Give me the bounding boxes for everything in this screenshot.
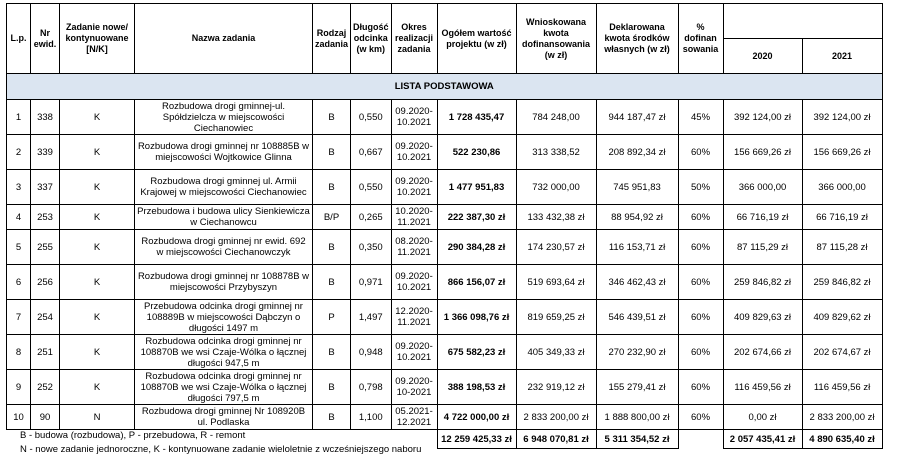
row-nazwa: Rozbudowa drogi gminnej nr 108878B w miejscowości Przybyszyn (135, 265, 313, 300)
row-nazwa: Przebudowa i budowa ulicy Sienkiewicza w Ciechanowcu (135, 205, 313, 230)
table-row (7, 265, 883, 300)
row-typ: K (60, 135, 135, 170)
legend-line-2: N - nowe zadanie jednoroczne, K - kontynuowane zadanie wieloletnie z wcześniejszego naboru (20, 444, 422, 455)
row-2021: 116 459,56 zł (802, 370, 882, 405)
row-okres: 10.2020-11.2021 (391, 205, 437, 230)
row-deklarowana: 270 232,90 zł (596, 335, 678, 370)
document-page (6, 3, 883, 449)
row-nazwa: Rozbudowa drogi gminnej Nr 108920B ul. Podlaska (135, 405, 313, 430)
row-wnioskowana: 732 000,00 (516, 170, 596, 205)
row-rodzaj: B (313, 405, 351, 430)
row-ogolem: 675 582,23 zł (437, 335, 516, 370)
section-row (7, 74, 883, 100)
table-row (7, 170, 883, 205)
row-procent: 60% (678, 230, 723, 265)
row-2020: 156 669,26 zł (723, 135, 802, 170)
row-ogolem: 4 722 000,00 zł (437, 405, 516, 430)
header-rodzaj: Rodzaj zadania (313, 4, 351, 74)
total-deklarowana: 5 311 354,52 zł (596, 430, 678, 449)
row-typ: N (60, 405, 135, 430)
legend-line-1: B - budowa (rozbudowa), P - przebudowa, R - remont (20, 430, 246, 441)
row-2020: 409 829,63 zł (723, 300, 802, 335)
row-lp: 9 (7, 370, 31, 405)
row-nazwa: Rozbudowa drogi gminnej nr ewid. 692 w miejscowości Ciechanowczyk (135, 230, 313, 265)
row-dlugosc: 0,350 (351, 230, 392, 265)
row-2021: 259 846,82 zł (802, 265, 882, 300)
header-procent: % dofinan sowania (678, 4, 723, 74)
row-rodzaj: B (313, 265, 351, 300)
row-ogolem: 290 384,28 zł (437, 230, 516, 265)
row-okres: 09.2020-10.2021 (391, 170, 437, 205)
row-dlugosc: 1,100 (351, 405, 392, 430)
row-2020: 116 459,56 zł (723, 370, 802, 405)
row-dlugosc: 0,948 (351, 335, 392, 370)
row-lp: 8 (7, 335, 31, 370)
row-lp: 2 (7, 135, 31, 170)
row-ogolem: 866 156,07 zł (437, 265, 516, 300)
header-ogolem: Ogółem wartość projektu (w zł) (437, 4, 516, 74)
row-deklarowana: 88 954,92 zł (596, 205, 678, 230)
row-procent: 60% (678, 265, 723, 300)
row-procent: 60% (678, 335, 723, 370)
row-2021: 409 829,62 zł (802, 300, 882, 335)
row-typ: K (60, 300, 135, 335)
row-procent: 60% (678, 135, 723, 170)
row-nazwa: Rozbudowa odcinka drogi gminnej nr 108870B we wsi Czaje-Wólka o łącznej długości 947,5 m (135, 335, 313, 370)
row-dlugosc: 0,550 (351, 170, 392, 205)
row-typ: K (60, 265, 135, 300)
row-dlugosc: 0,798 (351, 370, 392, 405)
row-nr: 253 (31, 205, 60, 230)
header-row (7, 4, 883, 39)
row-dlugosc: 1,497 (351, 300, 392, 335)
row-2020: 392 124,00 zł (723, 100, 802, 135)
row-nr: 256 (31, 265, 60, 300)
task-table (6, 3, 883, 449)
header-wnioskowana: Wnioskowana kwota dofinansowania (w zł) (516, 4, 596, 74)
row-nr: 90 (31, 405, 60, 430)
row-lp: 3 (7, 170, 31, 205)
row-okres: 09.2020-10.2021 (391, 265, 437, 300)
row-okres: 09.2020-10.2021 (391, 335, 437, 370)
row-deklarowana: 155 279,41 zł (596, 370, 678, 405)
header-nr: Nr ewid. (31, 4, 60, 74)
row-nazwa: Rozbudowa odcinka drogi gminnej nr 108870B we wsi Czaje-Wólka o łącznej długości 797,5 m (135, 370, 313, 405)
row-2020: 87 115,29 zł (723, 230, 802, 265)
row-2021: 156 669,26 zł (802, 135, 882, 170)
row-nr: 338 (31, 100, 60, 135)
row-nr: 337 (31, 170, 60, 205)
row-deklarowana: 116 153,71 zł (596, 230, 678, 265)
row-deklarowana: 346 462,43 zł (596, 265, 678, 300)
row-ogolem: 522 230,86 (437, 135, 516, 170)
row-deklarowana: 546 439,51 zł (596, 300, 678, 335)
row-rodzaj: B (313, 135, 351, 170)
row-ogolem: 388 198,53 zł (437, 370, 516, 405)
row-nr: 254 (31, 300, 60, 335)
total-2021: 4 890 635,40 zł (802, 430, 882, 449)
section-label: LISTA PODSTAWOWA (7, 74, 883, 100)
row-nr: 255 (31, 230, 60, 265)
row-2021: 87 115,28 zł (802, 230, 882, 265)
row-2021: 202 674,67 zł (802, 335, 882, 370)
table-row (7, 230, 883, 265)
table-row (7, 335, 883, 370)
row-wnioskowana: 133 432,38 zł (516, 205, 596, 230)
table-row (7, 100, 883, 135)
row-rodzaj: B (313, 230, 351, 265)
row-nazwa: Przebudowa odcinka drogi gminnej nr 108889B w miejscowości Dąbczyn o długości 1497 m (135, 300, 313, 335)
row-typ: K (60, 370, 135, 405)
row-wnioskowana: 232 919,12 zł (516, 370, 596, 405)
row-lp: 7 (7, 300, 31, 335)
row-deklarowana: 1 888 800,00 zł (596, 405, 678, 430)
header-dlugosc: Długość odcinka (w km) (351, 4, 392, 74)
row-wnioskowana: 313 338,52 (516, 135, 596, 170)
row-procent: 45% (678, 100, 723, 135)
row-dlugosc: 0,667 (351, 135, 392, 170)
row-2021: 392 124,00 zł (802, 100, 882, 135)
row-rodzaj: B (313, 170, 351, 205)
row-rodzaj: B/P (313, 205, 351, 230)
row-procent: 60% (678, 300, 723, 335)
row-deklarowana: 208 892,34 zł (596, 135, 678, 170)
row-2021: 2 833 200,00 zł (802, 405, 882, 430)
row-okres: 12.2020-11.2021 (391, 300, 437, 335)
row-2020: 202 674,66 zł (723, 335, 802, 370)
row-2020: 66 716,19 zł (723, 205, 802, 230)
row-2020: 259 846,82 zł (723, 265, 802, 300)
row-lp: 4 (7, 205, 31, 230)
row-okres: 05.2021-12.2021 (391, 405, 437, 430)
header-lp: L.p. (7, 4, 31, 74)
row-deklarowana: 944 187,47 zł (596, 100, 678, 135)
table-row (7, 135, 883, 170)
row-lp: 5 (7, 230, 31, 265)
total-wnioskowana: 6 948 070,81 zł (516, 430, 596, 449)
row-okres: 09.2020-10-2021 (391, 370, 437, 405)
row-okres: 09.2020-10.2021 (391, 135, 437, 170)
total-2020: 2 057 435,41 zł (723, 430, 802, 449)
row-nr: 252 (31, 370, 60, 405)
row-lp: 6 (7, 265, 31, 300)
totals-spacer-2 (678, 430, 723, 449)
row-wnioskowana: 405 349,33 zł (516, 335, 596, 370)
row-procent: 50% (678, 170, 723, 205)
header-nazwa: Nazwa zadania (135, 4, 313, 74)
row-rodzaj: B (313, 335, 351, 370)
header-2020: 2020 (723, 39, 802, 74)
row-typ: K (60, 230, 135, 265)
row-okres: 09.2020-10.2021 (391, 100, 437, 135)
table-row (7, 205, 883, 230)
table-row (7, 300, 883, 335)
row-wnioskowana: 819 659,25 zł (516, 300, 596, 335)
row-lp: 1 (7, 100, 31, 135)
row-typ: K (60, 170, 135, 205)
table-row (7, 370, 883, 405)
row-procent: 60% (678, 405, 723, 430)
header-deklarowana: Deklarowana kwota środków własnych (w zł) (596, 4, 678, 74)
row-wnioskowana: 2 833 200,00 zł (516, 405, 596, 430)
header-zadanie-typ: Zadanie nowe/ kontynuowane [N/K] (60, 4, 135, 74)
row-deklarowana: 745 951,83 (596, 170, 678, 205)
row-2021: 366 000,00 (802, 170, 882, 205)
row-nazwa: Rozbudowa drogi gminnej-ul. Spółdzielcza w miejscowości Ciechanowiec (135, 100, 313, 135)
total-ogolem: 12 259 425,33 zł (437, 430, 516, 449)
row-wnioskowana: 784 248,00 (516, 100, 596, 135)
table-row (7, 405, 883, 430)
row-okres: 08.2020-11.2021 (391, 230, 437, 265)
row-typ: K (60, 205, 135, 230)
header-okres: Okres realizacji zadania (391, 4, 437, 74)
row-2020: 0,00 zł (723, 405, 802, 430)
header-years-group (723, 4, 882, 39)
row-ogolem: 1 728 435,47 (437, 100, 516, 135)
row-rodzaj: B (313, 370, 351, 405)
row-rodzaj: B (313, 100, 351, 135)
row-ogolem: 1 477 951,83 (437, 170, 516, 205)
row-ogolem: 222 387,30 zł (437, 205, 516, 230)
row-typ: K (60, 100, 135, 135)
row-typ: K (60, 335, 135, 370)
row-nazwa: Rozbudowa drogi gminnej nr 108885B w miejscowości Wojtkowice Glinna (135, 135, 313, 170)
row-nr: 251 (31, 335, 60, 370)
row-lp: 10 (7, 405, 31, 430)
row-dlugosc: 0,265 (351, 205, 392, 230)
row-wnioskowana: 174 230,57 zł (516, 230, 596, 265)
row-procent: 60% (678, 370, 723, 405)
row-dlugosc: 0,971 (351, 265, 392, 300)
row-ogolem: 1 366 098,76 zł (437, 300, 516, 335)
header-2021: 2021 (802, 39, 882, 74)
row-wnioskowana: 519 693,64 zł (516, 265, 596, 300)
row-dlugosc: 0,550 (351, 100, 392, 135)
row-rodzaj: P (313, 300, 351, 335)
row-nazwa: Rozbudowa drogi gminnej ul. Armii Krajowej w miejscowości Ciechanowiec (135, 170, 313, 205)
row-procent: 60% (678, 205, 723, 230)
row-2021: 66 716,19 zł (802, 205, 882, 230)
row-2020: 366 000,00 (723, 170, 802, 205)
row-nr: 339 (31, 135, 60, 170)
